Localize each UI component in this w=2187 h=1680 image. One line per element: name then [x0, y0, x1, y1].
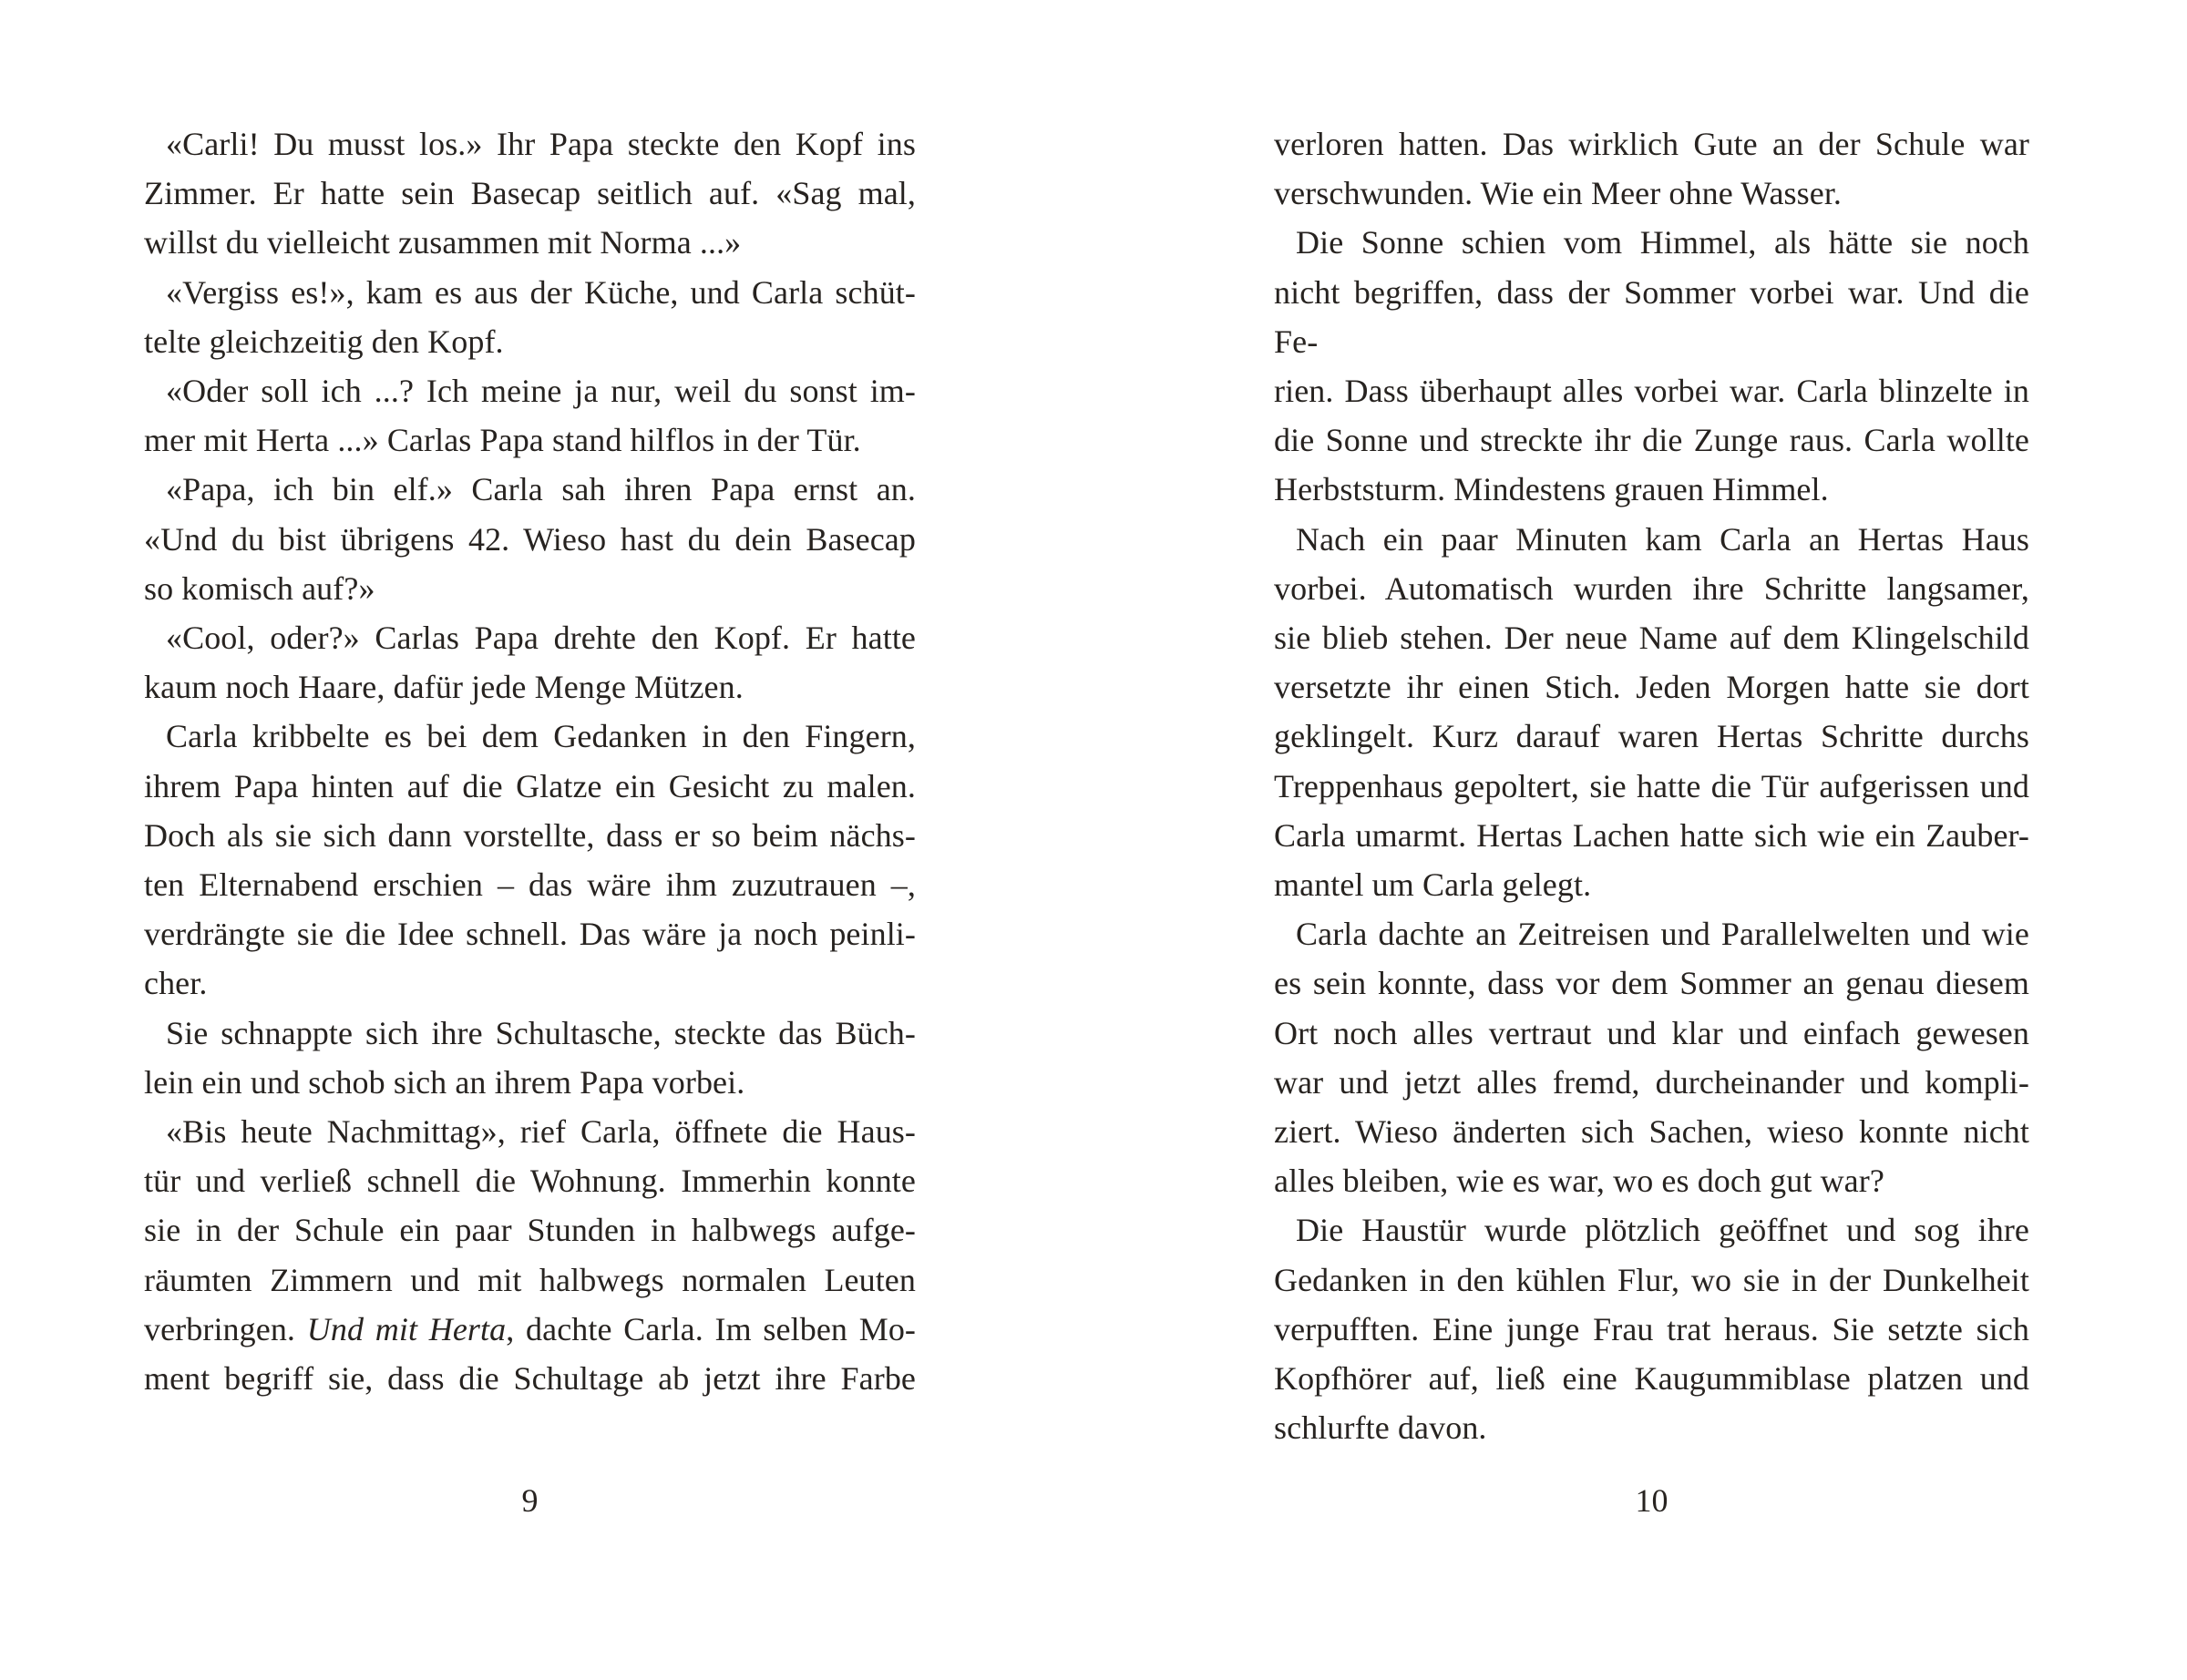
text-line	[144, 317, 916, 366]
text-line	[144, 1107, 916, 1156]
text-line	[144, 1255, 916, 1305]
text-segment: «Carli! Du musst los.» Ihr Papa steckte den Kopf ins	[166, 126, 916, 162]
text-segment: sie in der Schule ein paar Stunden in halbwegs aufge-	[144, 1212, 916, 1249]
text-line	[144, 1009, 916, 1058]
text-segment: tür und verließ schnell die Wohnung. Immerhin konnte	[144, 1163, 916, 1200]
text-line	[1274, 909, 2029, 958]
page-right-text	[1274, 119, 2029, 1452]
text-segment: Nach ein paar Minuten kam Carla an Hertas Haus	[1296, 520, 2029, 558]
text-segment: cher.	[144, 965, 208, 1002]
text-segment: telte gleichzeitig den Kopf.	[144, 323, 504, 360]
text-line	[144, 811, 916, 860]
text-line	[1274, 564, 2029, 613]
text-segment: es sein konnte, dass vor dem Sommer an genau diesem	[1274, 965, 2029, 1002]
text-line	[144, 415, 916, 465]
text-line	[1274, 268, 2029, 366]
text-line	[144, 268, 916, 317]
text-line	[144, 218, 916, 267]
text-line	[144, 119, 916, 169]
text-line	[1274, 712, 2029, 761]
text-segment: verschwunden. Wie ein Meer ohne Wasser.	[1274, 175, 1843, 212]
text-segment: nicht begriffen, dass der Sommer vorbei war. Und die Fe-	[1274, 273, 2029, 360]
text-segment: Herbststurm. Mindestens grauen Himmel.	[1274, 471, 1829, 508]
text-segment: die Sonne und streckte ihr die Zunge raus. Carla wollte	[1274, 422, 2029, 459]
text-line	[1274, 613, 2029, 662]
text-segment: Carla kribbelte es bei dem Gedanken in den Fingern,	[166, 718, 916, 755]
text-segment: Zimmer. Er hatte sein Basecap seitlich auf. «Sag mal,	[144, 175, 916, 212]
text-line	[144, 958, 916, 1008]
text-segment: versetzte ihr einen Stich. Jeden Morgen hatte sie dort	[1274, 669, 2029, 706]
text-segment: «Cool, oder?» Carlas Papa drehte den Kopf. Er hatte	[166, 620, 916, 657]
text-line	[144, 1305, 916, 1354]
text-line	[1274, 1354, 2029, 1403]
text-line	[144, 366, 916, 415]
text-line	[1274, 218, 2029, 267]
text-segment: Treppenhaus gepoltert, sie hatte die Tür aufgerissen und	[1274, 767, 2029, 804]
text-segment: war und jetzt alles fremd, durcheinander und kompli-	[1274, 1063, 2029, 1101]
text-segment: ten Elternabend erschien – das wäre ihm zuzutrauen –,	[144, 866, 916, 904]
text-line	[144, 762, 916, 811]
text-segment: so komisch auf?»	[144, 569, 375, 607]
text-line	[1274, 169, 2029, 218]
text-line	[1274, 415, 2029, 465]
text-segment: verdrängte sie die Idee schnell. Das wäre ja noch peinli-	[144, 916, 916, 953]
text-segment: mer mit Herta ...» Carlas Papa stand hilflos in der Tür.	[144, 422, 861, 459]
text-line	[1274, 1009, 2029, 1058]
text-line	[144, 860, 916, 909]
text-segment: sie blieb stehen. Der neue Name auf dem Klingelschild	[1274, 620, 2029, 657]
page-number-right: 10	[1635, 1482, 1668, 1519]
page-number-left: 9	[521, 1482, 539, 1519]
text-segment: «Bis heute Nachmittag», rief Carla, öffnete die Haus-	[166, 1113, 916, 1151]
text-segment: lein ein und schob sich an ihrem Papa vorbei.	[144, 1063, 745, 1101]
text-segment: geklingelt. Kurz darauf waren Hertas Schritte durchs	[1274, 718, 2029, 755]
text-segment: , dachte Carla. Im selben Mo-	[506, 1310, 917, 1347]
text-line	[144, 1354, 916, 1403]
text-segment: Kopfhörer auf, ließ eine Kaugummiblase platzen und	[1274, 1360, 2029, 1398]
text-segment: räumten Zimmern und mit halbwegs normalen Leuten	[144, 1261, 916, 1298]
text-segment: schlurfte davon.	[1274, 1409, 1487, 1447]
text-segment: verloren hatten. Das wirklich Gute an der Schule war	[1274, 126, 2029, 162]
text-line	[144, 515, 916, 564]
text-line	[144, 712, 916, 761]
text-line	[1274, 1403, 2029, 1452]
text-line	[1274, 119, 2029, 169]
text-segment: kaum noch Haare, dafür jede Menge Mützen.	[144, 669, 744, 706]
text-segment: Gedanken in den kühlen Flur, wo sie in der Dunkelheit	[1274, 1261, 2029, 1298]
text-line	[1274, 1156, 2029, 1205]
italic-phrase: Und mit Herta	[306, 1310, 507, 1347]
text-line	[1274, 811, 2029, 860]
text-line	[1274, 1107, 2029, 1156]
text-segment: verbringen.	[144, 1310, 307, 1347]
page-left-text	[144, 119, 916, 1403]
text-line	[1274, 958, 2029, 1008]
text-line	[144, 169, 916, 218]
text-line	[1274, 1058, 2029, 1107]
text-line	[1274, 662, 2029, 712]
text-line	[1274, 1205, 2029, 1255]
text-segment: willst du vielleicht zusammen mit Norma ...»	[144, 224, 742, 261]
text-line	[1274, 515, 2029, 564]
text-line	[144, 662, 916, 712]
text-line	[144, 909, 916, 958]
text-segment: rien. Dass überhaupt alles vorbei war. Carla blinzelte in	[1274, 373, 2029, 410]
text-segment: «Papa, ich bin elf.» Carla sah ihren Papa ernst an.	[166, 471, 916, 508]
text-segment: «Und du bist übrigens 42. Wieso hast du dein Basecap	[144, 520, 916, 558]
text-segment: Ort noch alles vertraut und klar und einfach gewesen	[1274, 1014, 2029, 1051]
text-segment: Die Haustür wurde plötzlich geöffnet und sog ihre	[1296, 1212, 2029, 1249]
text-line	[144, 1205, 916, 1255]
text-line	[1274, 762, 2029, 811]
text-segment: «Oder soll ich ...? Ich meine ja nur, weil du sonst im-	[166, 373, 916, 410]
text-segment: Carla dachte an Zeitreisen und Parallelwelten und wie	[1296, 916, 2029, 953]
text-line	[1274, 1255, 2029, 1305]
text-segment: mantel um Carla gelegt.	[1274, 866, 1592, 904]
text-segment: ihrem Papa hinten auf die Glatze ein Gesicht zu malen.	[144, 767, 916, 804]
text-line	[1274, 1305, 2029, 1354]
text-segment: ziert. Wieso änderten sich Sachen, wieso konnte nicht	[1274, 1113, 2029, 1151]
text-line	[144, 564, 916, 613]
text-line	[144, 1058, 916, 1107]
text-line	[1274, 366, 2029, 415]
text-segment: vorbei. Automatisch wurden ihre Schritte langsamer,	[1274, 569, 2029, 607]
text-segment: «Vergiss es!», kam es aus der Küche, und Carla schüt-	[166, 273, 916, 311]
text-segment: alles bleiben, wie es war, wo es doch gut war?	[1274, 1163, 1884, 1200]
text-segment: Die Sonne schien vom Himmel, als hätte sie noch	[1296, 224, 2029, 261]
text-line	[1274, 465, 2029, 514]
text-segment: Doch als sie sich dann vorstellte, dass er so beim nächs-	[144, 816, 916, 854]
page-right	[1094, 0, 2187, 1680]
text-segment: Carla umarmt. Hertas Lachen hatte sich wie ein Zauber-	[1274, 816, 2029, 854]
text-segment: Sie schnappte sich ihre Schultasche, steckte das Büch-	[166, 1014, 916, 1051]
text-segment: ment begriff sie, dass die Schultage ab jetzt ihre Farbe	[144, 1360, 916, 1398]
text-line	[144, 613, 916, 662]
text-line	[144, 1156, 916, 1205]
text-line	[1274, 860, 2029, 909]
text-line	[144, 465, 916, 514]
text-segment: verpufften. Eine junge Frau trat heraus. Sie setzte sich	[1274, 1310, 2029, 1347]
